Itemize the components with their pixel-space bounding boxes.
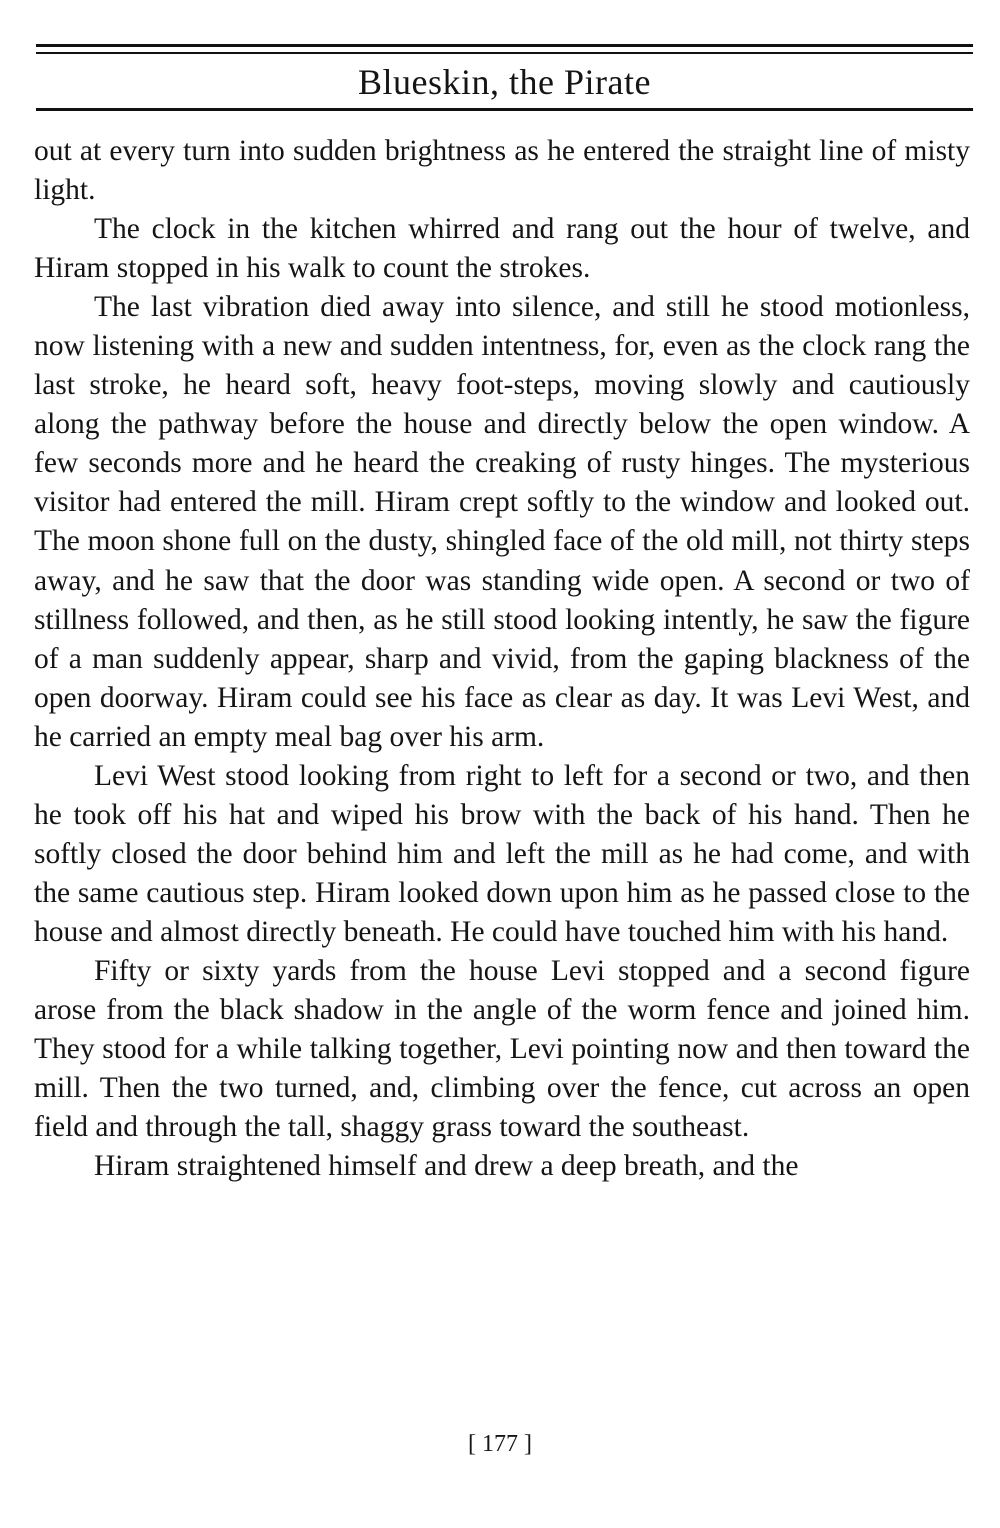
paragraph: The clock in the kitchen whirred and rang out the hour of twelve, and Hiram stopped in his walk to count the strokes. <box>34 213 970 285</box>
paragraph: Levi West stood looking from right to left for a second or two, and then he took off his hat and wiped his brow with the back of his hand. Then he softly closed the door behind him and left the mill as he had come, and with the same cautious step. Hiram looked down upon him as he passed close to the house and almost directly beneath. He could have touched him with his hand. <box>34 759 970 948</box>
paragraph: The last vibration died away into silence, and still he stood motionless, now listening with a new and sudden intentness, for, even as the clock rang the last stroke, he heard soft, heavy foot-steps, moving slowly and cautiously along the pathway before the house and directly below the open window. A few seconds more and he heard the creaking of rusty hinges. The mysterious visitor had entered the mill. Hiram crept softly to the window and looked out. The moon shone full on the dusty, shingled face of the old mill, not thirty steps away, and he saw that the door was standing wide open. A second or two of stillness followed, and then, as he still stood looking intently, he saw the figure of a man suddenly appear, sharp and vivid, from the gaping blackness of the open doorway. Hiram could see his face as clear as day. It was Levi West, and he carried an empty meal bag over his arm. <box>34 291 970 753</box>
header-rule-top <box>36 44 973 47</box>
header-rule-bottom <box>36 108 973 111</box>
running-title: Blueskin, the Pirate <box>358 62 651 102</box>
page-number: [ 177 ] <box>468 1431 532 1457</box>
paragraph: Fifty or sixty yards from the house Levi stopped and a second figure arose from the black shadow in the angle of the worm fence and joined him. They stood for a while talking together, Levi pointing now and then toward the mill. Then the two turned, and, climbing over the fence, cut across an open field and through the tall, shaggy grass toward the southeast. <box>34 954 970 1144</box>
paragraph-continuation: out at every turn into sudden brightness as he entered the straight line of misty light. <box>34 135 970 207</box>
header-rule-top-thin <box>36 52 973 54</box>
page-body <box>34 132 970 1186</box>
paragraph: Hiram straightened himself and drew a deep breath, and the <box>94 1150 799 1183</box>
